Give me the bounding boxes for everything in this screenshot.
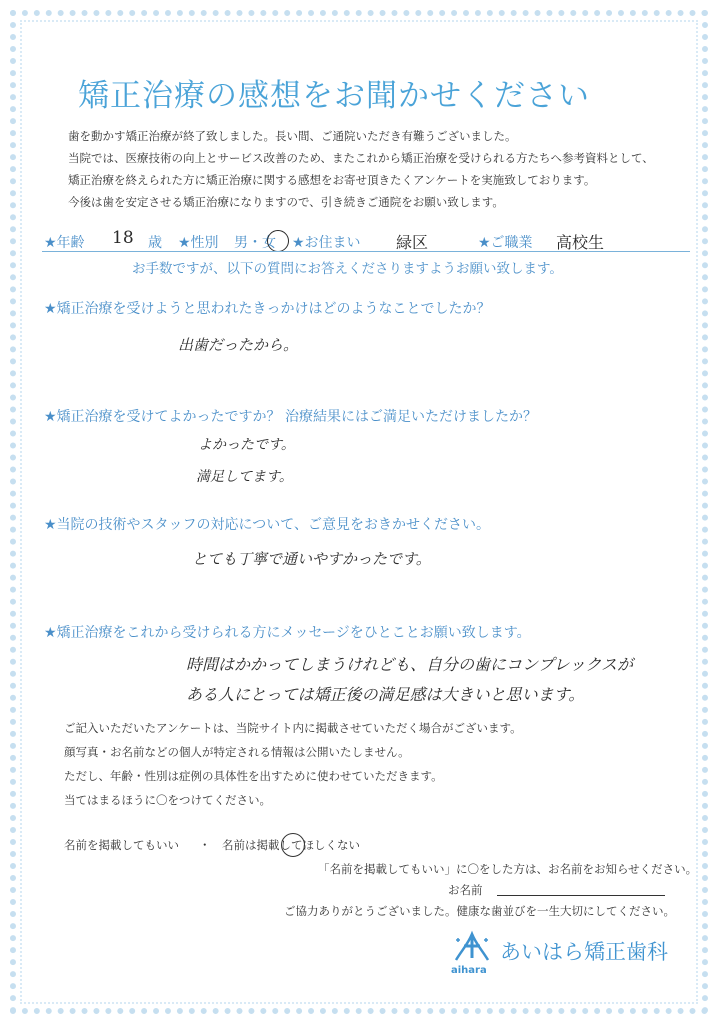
question-3: ★当院の技術やスタッフの対応について、ご意見をおきかせください。 xyxy=(44,517,490,533)
age-value: 18 xyxy=(112,228,134,248)
occupation-value: 高校生 xyxy=(556,233,605,252)
age-label: ★年齢 xyxy=(44,235,85,251)
answer-2-line-1: よかったです。 xyxy=(198,437,295,453)
dotted-inner-border xyxy=(20,20,698,1004)
page-title: 矯正治療の感想をお聞かせください xyxy=(78,78,590,114)
note-line-3: ただし、年齢・性別は症例の具体性を出すために使わせていただきます。 xyxy=(64,769,443,783)
sex-options: 男・女 xyxy=(234,235,276,251)
name-label: お名前 xyxy=(448,883,483,897)
name-request: 「名前を掲載してもいい」に〇をした方は、お名前をお知らせください。 xyxy=(318,862,698,876)
age-unit: 歳 xyxy=(148,235,162,251)
note-line-2: 顔写真・お名前などの個人が特定される情報は公開いたしません。 xyxy=(64,745,410,759)
intro-line-2: 当院では、医療技術の向上とサービス改善のため、またこれから矯正治療を受けられる方たちへ参考資料として、 xyxy=(68,151,654,165)
thanks-text: ご協力ありがとうございました。健康な歯並びを一生大切にしてください。 xyxy=(284,904,675,918)
tooth-logo-icon xyxy=(452,928,492,964)
question-2: ★矯正治療を受けてよかったですか？ 治療結果にはご満足いただけましたか？ xyxy=(44,409,537,425)
consent-option-yes: 名前を掲載してもいい xyxy=(64,838,179,852)
clinic-logo-subtext: aihara xyxy=(451,965,487,976)
name-blank-line xyxy=(497,895,665,896)
info-underline xyxy=(42,251,690,252)
request-text: お手数ですが、以下の質問にお答えくださりますようお願い致します。 xyxy=(132,261,563,277)
note-line-1: ご記入いただいたアンケートは、当院サイト内に掲載させていただく場合がございます。 xyxy=(64,721,522,735)
consent-option-no: 名前は掲載してほしくない xyxy=(222,838,360,852)
residence-value: 緑区 xyxy=(396,233,429,252)
intro-line-1: 歯を動かす矯正治療が終了致しました。長い間、ご通院いただき有難うございました。 xyxy=(68,129,517,143)
question-1: ★矯正治療を受けようと思われたきっかけはどのようなことでしたか？ xyxy=(44,301,491,317)
answer-4-line-2: ある人にとっては矯正後の満足感は大きいと思います。 xyxy=(186,685,585,704)
answer-1-line-1: 出歯だったから。 xyxy=(178,336,299,354)
consent-circle-mark xyxy=(281,833,305,857)
question-4: ★矯正治療をこれから受けられる方にメッセージをひとことお願い致します。 xyxy=(44,625,531,641)
answer-4-line-1: 時間はかかってしまうけれども、自分の歯にコンプレックスが xyxy=(186,655,634,674)
sex-label: ★性別 xyxy=(178,235,219,251)
answer-3-line-1: とても丁寧で通いやすかったです。 xyxy=(192,550,431,568)
residence-label: ★お住まい xyxy=(292,235,361,251)
answer-2-line-2: 満足してます。 xyxy=(196,469,293,485)
consent-separator: ・ xyxy=(199,838,211,852)
intro-line-4: 今後は歯を安定させる矯正治療になりますので、引き続きご通院をお願い致します。 xyxy=(68,195,504,209)
clinic-logo-text: あいはら矯正歯科 xyxy=(500,940,668,964)
sex-circle-mark xyxy=(267,230,289,252)
note-line-4: 当てはまるほうに〇をつけてください。 xyxy=(64,793,271,807)
occupation-label: ★ご職業 xyxy=(478,235,533,251)
intro-line-3: 矯正治療を終えられた方に矯正治療に関する感想をお寄せ頂きたくアンケートを実施致しております。 xyxy=(68,173,596,187)
